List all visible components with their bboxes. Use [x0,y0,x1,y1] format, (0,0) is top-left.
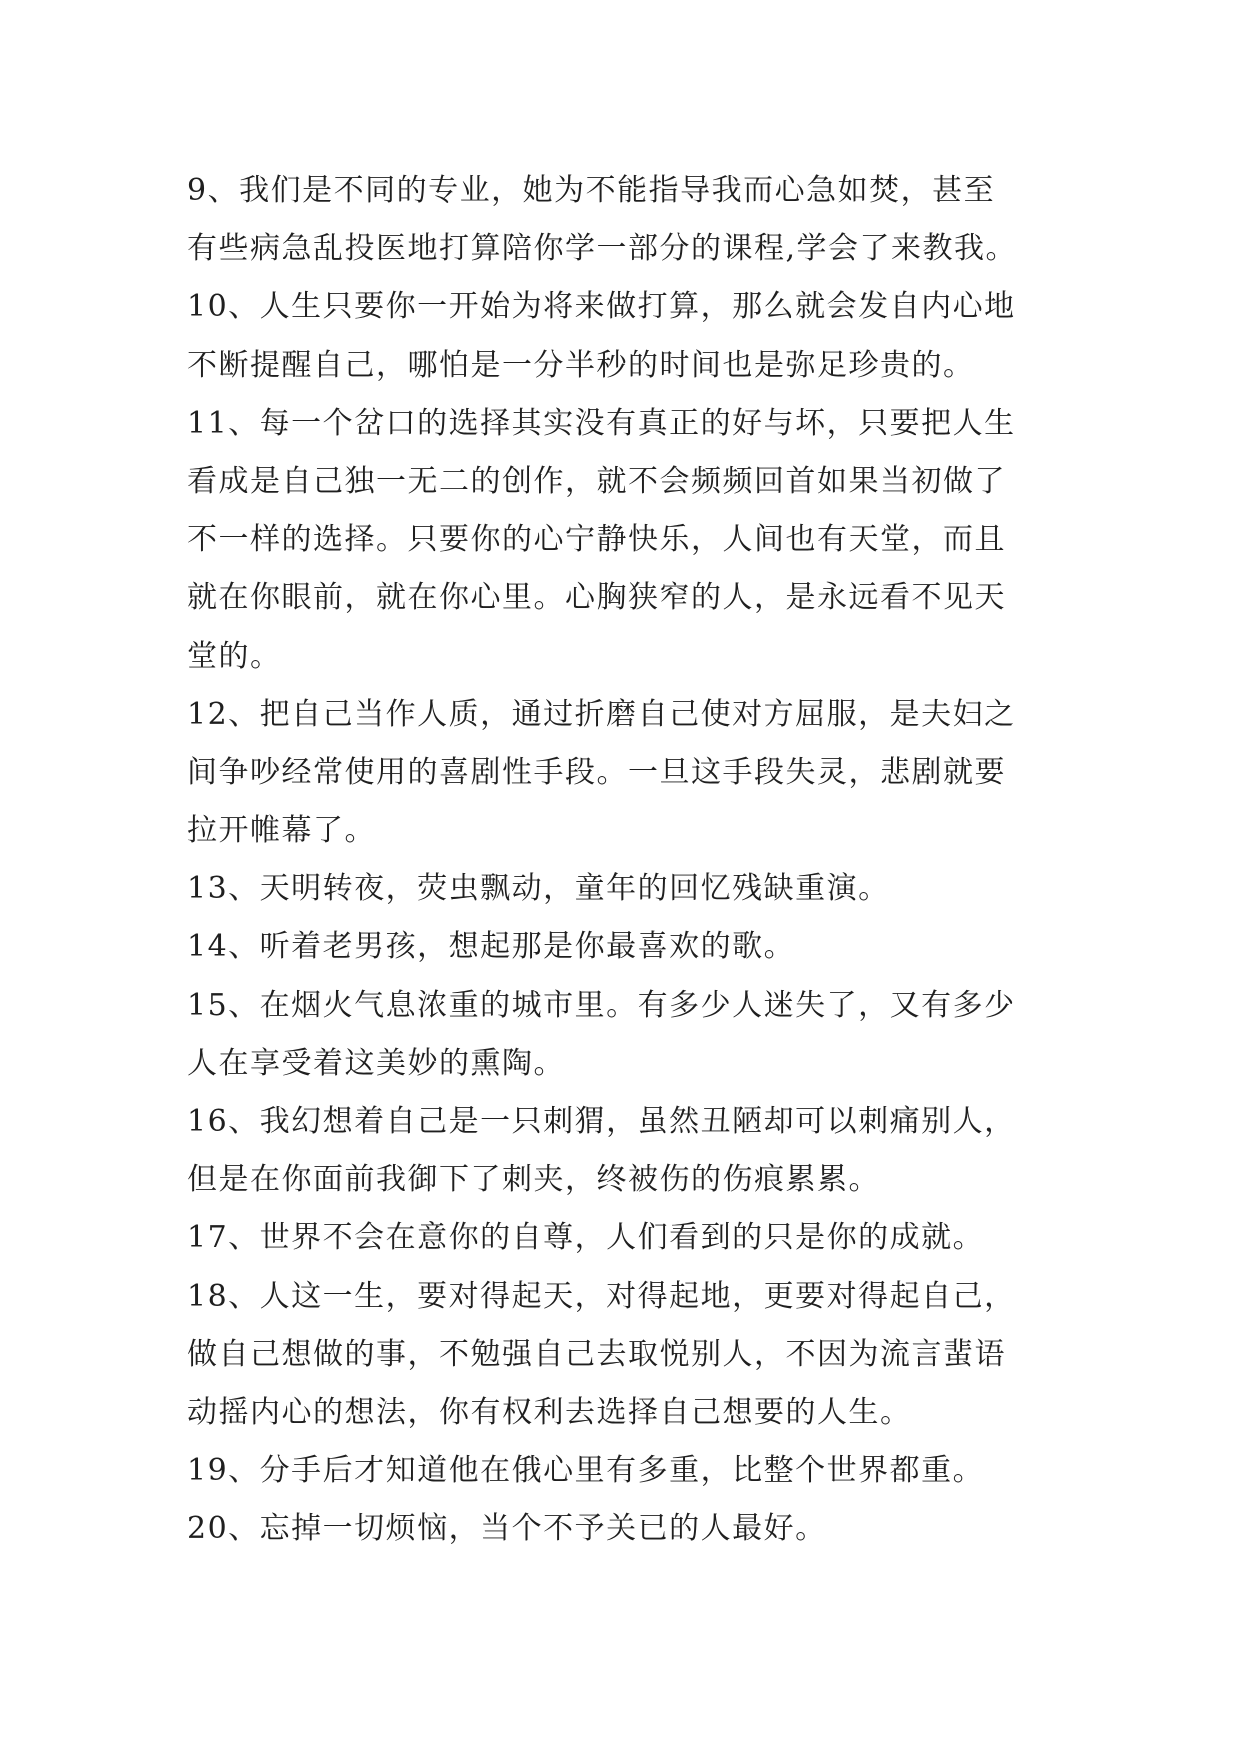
text-line: 18、人这一生，要对得起天，对得起地，更要对得起自己， [187,1278,1016,1314]
text-line: 20、忘掉一切烦恼，当个不予关已的人最好。 [187,1511,827,1547]
text-line: 9、我们是不同的专业，她为不能指导我而心急如焚，甚至 [187,173,996,208]
text-line: 16、我幻想着自己是一只刺猬，虽然丑陋却可以刺痛别人， [187,1104,1016,1139]
text-line: 13、天明转夜，荧虫飘动，童年的回忆残缺重演。 [187,871,890,907]
text-line: 就在你眼前，就在你心里。心胸狭窄的人，是永远看不见天 [187,580,1006,616]
text-line: 做自己想做的事，不勉强自己去取悦别人，不因为流言蜚语 [187,1336,1006,1372]
text-line: 动摇内心的想法，你有权利去选择自己想要的人生。 [187,1394,912,1430]
text-line: 不一样的选择。只要你的心宁静快乐，人间也有天堂，而且 [187,522,1006,558]
text-line: 堂的。 [187,638,282,674]
text-line: 19、分手后才知道他在俄心里有多重，比整个世界都重。 [187,1453,985,1489]
text-line: 间争吵经常使用的喜剧性手段。一旦这手段失灵，悲剧就要 [187,754,1006,790]
text-line: 拉开帷幕了。 [187,813,376,849]
text-line: 14、听着老男孩，想起那是你最喜欢的歌。 [187,929,796,965]
text-line: 但是在你面前我御下了刺夹，终被伤的伤痕累累。 [187,1162,880,1198]
text-line: 看成是自己独一无二的创作，就不会频频回首如果当初做了 [187,463,1006,499]
text-line: 11、每一个岔口的选择其实没有真正的好与坏，只要把人生 [187,405,1016,441]
text-line: 有些病急乱投医地打算陪你学一部分的课程,学会了来教我。 [187,231,1018,267]
text-line: 15、在烟火气息浓重的城市里。有多少人迷失了，又有多少 [187,987,1016,1023]
text-line: 17、世界不会在意你的自尊，人们看到的只是你的成就。 [187,1220,985,1256]
text-line: 12、把自己当作人质，通过折磨自己使对方屈服，是夫妇之 [187,696,1016,732]
text-line: 人在享受着这美妙的熏陶。 [187,1045,565,1081]
document-body [187,162,1087,1559]
text-line: 不断提醒自己，哪怕是一分半秒的时间也是弥足珍贵的。 [187,347,975,383]
text-line: 10、人生只要你一开始为将来做打算，那么就会发自内心地 [187,289,1016,325]
